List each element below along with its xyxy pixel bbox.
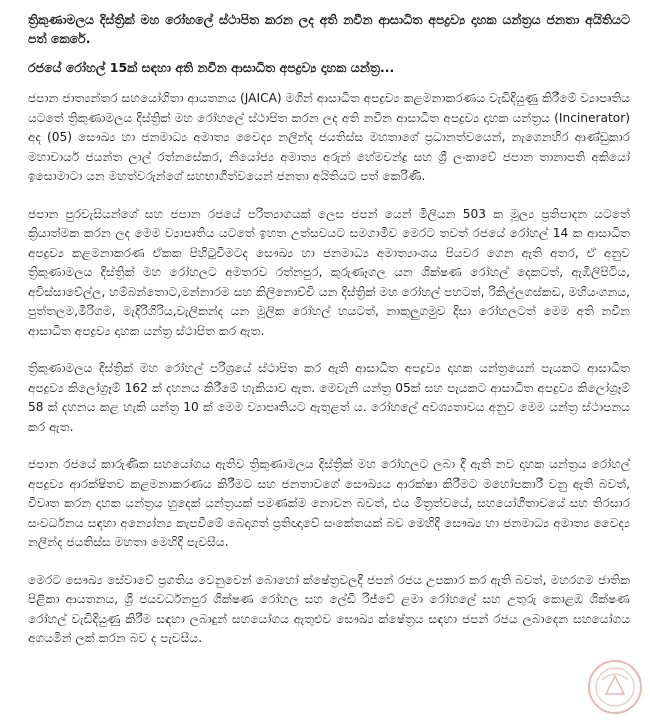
article-paragraph-1: ජපාන ජාත්‍යන්තර සහයෝගිතා ආයතනය (JAICA) මගින් ආසාධිත අපද්‍රව්‍ය කළමනාකරණය වැඩිදියුණු කිරීමේ ව්‍යාපෘතිය යටතේ ත්‍රිකුණාමලය දිස්ත්‍රික් මහ රෝහලේ ස්ථාපිත කරන ලද අති නවීන ආසාධිත අපද්‍රව්‍ය දාහක යන්ත්‍රය (Incinerator) අද (05) සෞඛ්‍ය හා ජනමාධ්‍ය අමාත්‍ය වෛද්‍ය නලින්ද ජයතිස්ස මහතාගේ ප්‍රධානත්වයෙන්, නැගෙනහිර ආණ්ඩුකාර මහාචාර්ය ජයන්ත ලාල් රත්නසේකර, නියෝජ්‍ය අමාත්‍ය අරුන් හේමචන්ද්‍ර සහ ශ්‍රී ලංකාවේ ජපාන තානාපති අකියෝ ඉසොමාටා යන මහත්වරුන්ගේ සහභාගීත්වයෙන් ජනතා අයිතියට පත් කෙරිණි.: [28, 91, 630, 183]
seal-watermark-icon: [586, 658, 644, 716]
article-subheadline: රජයේ රෝහල් 15ක් සඳහා අති නවීන ආසාධිත අපද්‍රව්‍ය දාහක යන්ත්‍ර...: [28, 60, 395, 75]
article-paragraph-5: මෙරට සෞඛ්‍ය සේවාවේ ප්‍රගතිය වෙනුවෙන් බොහෝ ක්ෂේත්‍රවලදී ජපන් රජය උපකාර කර ඇති බවත්, මහරගම ජාතික පිළිකා ආයතනය, ශ්‍රී ජයවර්ධනපුර ශික්ෂණ රෝහල සහ ලේඩි රිජ්වේ ළමා රෝහලේ සහ උතුරු කොළඹ ශික්ෂණ රෝහල් වැඩිදියුණු කිරීම සඳහා ලබාදුන් සහයෝගය ඇතුළුව සෞඛ්‍ය ක්ෂේත්‍රය සඳහා ජපන් රජය ලබාදෙන සහයෝගය අගයමින් ලක් කරන බව ද පැවසීය.: [28, 572, 630, 645]
article-paragraph-3: ත්‍රිකුණාමලය දිස්ත්‍රික් මහ රෝහල් පරිශ්‍රයේ ස්ථාපිත කර ඇති ආසාධිත අපද්‍රව්‍ය දාහක යන්ත්‍රයෙන් පැයකට ආසාධිත අපද්‍රව්‍ය කිලෝග්‍රෑම් 162 ක් දහනය කිරීමේ හැකියාව ඇත. මෙවැනි යන්ත්‍ර 05ක් සහ පැයකට ආසාධිත අපද්‍රව්‍ය කිලෝග්‍රෑම් 58 ක් දහනය කළ හැකි යන්ත්‍ර 10 ක් මෙම ව්‍යාපෘතියට ඇතුළත් ය. රෝහලේ අවශ්‍යතාවය අනුව මෙම යන්ත්‍ර ස්ථාපනය කර ඇත.: [28, 361, 630, 434]
article-headline: ත්‍රිකුණාමලය දිස්ත්‍රික් මහ රෝහලේ ස්ථාපිත කරන ලද අති නවීන ආසාධිත අපද්‍රව්‍ය දාහක යන්ත්‍රය ජනතා අයිතියට පත් කෙරේ.: [28, 12, 630, 46]
article-paragraph-2: ජපාන පුරවැසියන්ගේ සහ ජපාන රජයේ පරිත්‍යාගයක් ලෙස ජපන් යෙන් මිලියන 503 ක මූල්‍ය ප්‍රතිපාදන යටතේ ක්‍රියාත්මක කරන ලද මෙම ව්‍යාපෘතිය යටතේ ඉහත උත්සවයට සමගාමීව මෙරට තවත් රජයේ රෝහල් 14 ක ආසාධිත අපද්‍රව්‍ය කළමනාකරණ ඒකක පිහිටුවීමටද සෞඛ්‍ය හා ජනමාධ්‍ය අමාත්‍යාංශය පියවර ගෙන ඇති අතර, ඒ අනුව ත්‍රිකුණාමලය දිස්ත්‍රික් මහ රෝහලට අමතරව රත්නපුර, කුරුණෑගල යන ශික්ෂණ රෝහල් දෙකටත්, ඇඹිලිපිටිය, අවිස්සාවේල්ල, හම්බන්තොට,මන්නාරම සහ කිලිනොච්චි යන දිස්ත්‍රික් මහ රෝහල් පහටත්, රිකිල්ලගස්කඩ, මහියංගනය, පුත්තලම,මීරිගම, මැදිරිගිරිය,වැලිකන්ද යන මූලික රෝහල් හයටත්, නාකුලුගමුව දිසා රෝහලටත් මෙම අති නවීන ආසාධිත අපද්‍රව්‍ය දාහක යන්ත්‍ර ස්ථාපිත කර ඇත.: [28, 206, 630, 338]
article-paragraph-4: ජපාන රජයේ කාරුණික සහයෝගය ඇතිව ත්‍රිකුණාමලය දිස්ත්‍රික් මහ රෝහලට ලබා දී ඇති නව දාහක යන්ත්‍රය රෝහල් අපද්‍රව්‍ය ආරක්ෂිතව කළමනාකරණය කිරීමට සහ ජනතාවගේ සෞඛ්‍යය ආරක්ෂා කිරීමට මහෝපකාරී වනු ඇති බවත්, විවෘත කරන දාහක යන්ත්‍රය හුදෙක් යන්ත්‍රයක් පමණක්ම නොවන බවත්, එය මිත්‍රත්වයේ, සහයෝගීතාවයේ සහ තිරසාර සංවර්ධනය සඳහා අන්‍යෝන්‍ය කැපවීමේ බෙදාගත් ප්‍රතිඥාවේ සංකේතයක් බව මෙහිදී සෞඛ්‍ය හා ජනමාධ්‍ය අමාත්‍ය වෛද්‍ය නලින්ද ජයතිස්ස මහතා මෙහිදී පැවසීය.: [28, 457, 630, 549]
